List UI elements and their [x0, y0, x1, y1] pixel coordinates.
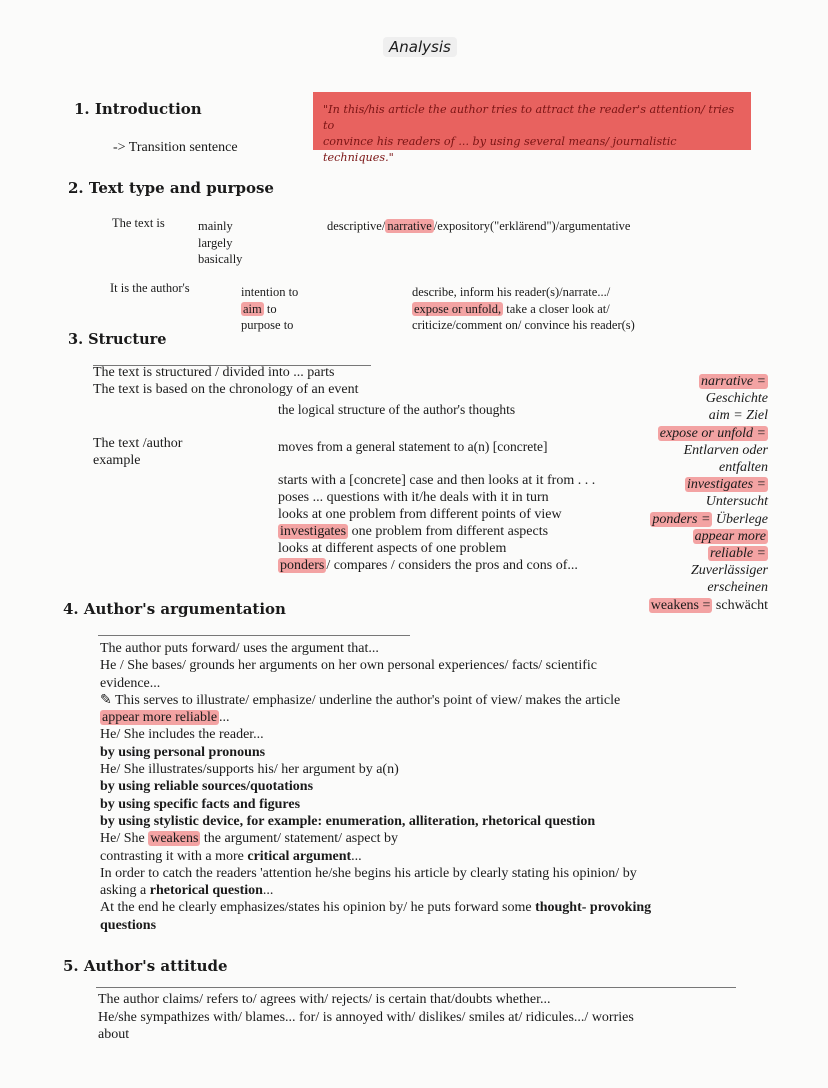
quote-line: convince his readers of ... by using several means/ journalistic techniques." — [323, 135, 677, 164]
arg-bold: questions — [100, 917, 157, 933]
arg-line — [100, 848, 651, 865]
arg-pre: asking a — [100, 883, 150, 899]
arg-line — [100, 899, 651, 916]
arg-pre: He/ She — [100, 831, 149, 847]
glossary-highlight: reliable = — [710, 546, 766, 562]
arg-line: by using specific facts and figures — [100, 796, 301, 812]
section-heading-attitude: 5. Author's attitude — [63, 957, 228, 975]
glossary-entry — [649, 545, 768, 562]
arg-line: ✎ This serves to illustrate/ emphasize/ underline the author's point of view/ makes the article — [100, 692, 621, 708]
attitude-line: He/she sympathizes with/ blames... for/ is annoyed with/ dislikes/ smiles at/ ridicules.../ worries — [98, 1009, 634, 1025]
quote-line: "In this/his article the author tries to attract the reader's attention/ tries to — [323, 103, 735, 132]
arg-bold: rhetorical question — [149, 883, 263, 899]
reliable-highlight: appear more reliable — [102, 710, 218, 726]
arg-pre: contrasting it with a more — [100, 848, 248, 864]
glossary-entry — [649, 597, 768, 614]
glossary-rest: Überlege — [712, 511, 768, 527]
arg-line: He / She bases/ grounds her arguments on her own personal experiences/ facts/ scientific — [100, 658, 597, 674]
glossary-entry — [649, 373, 768, 390]
attitude-line: The author claims/ refers to/ agrees with/ rejects/ is certain that/doubts whether... — [98, 992, 551, 1007]
arg-line: In order to catch the readers 'attention he/she begins his article by clearly stating his opinion/ by — [100, 865, 637, 881]
glossary-entry: Untersucht — [705, 494, 768, 510]
label-text-is: The text is — [112, 216, 165, 230]
arg-line — [100, 917, 651, 934]
purpose-line — [412, 301, 635, 318]
section-heading-structure: 3. Structure — [68, 331, 167, 348]
structure-lines — [93, 364, 359, 398]
arg-line: by using reliable sources/quotations — [100, 779, 314, 795]
structure-line: the logical structure of the author's thoughts — [278, 402, 516, 417]
expose-highlight: expose or unfold, — [414, 301, 502, 316]
intention-list — [241, 284, 298, 334]
arg-line: He/ She illustrates/supports his/ her argument by a(n) — [100, 762, 399, 778]
method-line — [278, 523, 595, 540]
type-narrative-highlight: narrative — [387, 219, 432, 233]
method-line — [278, 557, 595, 574]
label-line: example — [93, 453, 141, 468]
arg-post: ... — [351, 848, 362, 864]
divider — [96, 987, 736, 988]
method-rest: one problem from different aspects — [348, 524, 549, 539]
arg-line: He/ She includes the reader... — [100, 727, 264, 743]
glossary-entry — [649, 528, 768, 545]
arg-bold: thought- provoking — [535, 900, 652, 916]
type-rest: /expository("erklärend")/argumentative — [433, 219, 631, 233]
purpose-to: purpose to — [241, 318, 294, 332]
qualifier-basically: basically — [198, 252, 243, 266]
glossary-column — [649, 373, 768, 614]
method-line: looks at different aspects of one problem — [278, 541, 507, 556]
argumentation-lines — [100, 640, 651, 934]
glossary-highlight: investigates = — [686, 477, 766, 493]
glossary-entry: entfalten — [719, 460, 768, 476]
method-rest: / compares / considers the pros and cons of... — [326, 558, 578, 573]
aim-to-rest: to — [266, 301, 277, 316]
section-heading-text-type: 2. Text type and purpose — [68, 179, 274, 197]
method-line: starts with a [concrete] case and then looks at it from . . . — [278, 473, 596, 488]
arg-line: by using personal pronouns — [100, 744, 266, 760]
purpose-line: describe, inform his reader(s)/narrate.../ — [412, 285, 611, 299]
label-authors: It is the author's — [110, 281, 190, 295]
glossary-rest: schwächt — [712, 597, 768, 613]
structure-moves: moves from a general statement to a(n) [concrete] — [278, 439, 548, 454]
glossary-entry — [649, 476, 768, 493]
method-line: looks at one problem from different points of view — [278, 507, 562, 522]
weakens-highlight: weakens — [150, 831, 199, 847]
divider — [98, 635, 410, 636]
highlighted-quote-box — [313, 92, 751, 164]
aim-highlight: aim — [243, 301, 262, 316]
section-heading-introduction: 1. Introduction — [74, 100, 202, 118]
glossary-entry: Geschichte — [705, 391, 768, 407]
glossary-highlight: ponders = — [652, 511, 711, 527]
purpose-line: criticize/comment on/ convince his reader(s) — [412, 318, 635, 332]
arg-line: evidence... — [100, 675, 161, 691]
arg-line — [100, 709, 651, 726]
glossary-highlight: narrative = — [700, 374, 766, 389]
glossary-entry: Zuverlässiger — [691, 563, 768, 579]
glossary-highlight: appear more — [694, 528, 766, 544]
glossary-entry: aim = Ziel — [708, 408, 768, 424]
attitude-lines — [98, 991, 634, 1044]
author-example-label — [93, 435, 182, 469]
aim-to — [241, 301, 298, 318]
glossary-entry — [649, 511, 768, 528]
transition-sentence: -> Transition sentence — [113, 140, 238, 155]
investigates-highlight: investigates — [280, 524, 347, 539]
glossary-entry: Entlarven oder — [683, 442, 768, 458]
qualifier-largely: largely — [198, 235, 233, 250]
arg-bold: critical argument — [247, 848, 352, 864]
qualifier-mainly: mainly — [198, 219, 233, 233]
glossary-entry: erscheinen — [707, 580, 768, 596]
purpose-list — [412, 284, 635, 334]
arg-line: by using stylistic device, for example: enumeration, alliteration, rhetorical question — [100, 813, 596, 829]
purpose-line-rest: take a closer look at/ — [503, 301, 610, 316]
structure-line: The text is structured / divided into ... parts — [93, 365, 335, 380]
intention-to: intention to — [241, 285, 299, 299]
structure-line: The text is based on the chronology of an event — [93, 382, 359, 397]
ponders-highlight: ponders — [280, 558, 325, 573]
arg-line: The author puts forward/ uses the argument that... — [100, 641, 379, 656]
arg-line — [100, 882, 651, 899]
text-types-line — [327, 218, 630, 235]
type-descriptive: descriptive/ — [327, 219, 386, 233]
method-line: poses ... questions with it/he deals with it in turn — [278, 490, 549, 505]
structure-methods — [278, 472, 595, 574]
label-line: The text /author — [93, 436, 183, 451]
arg-rest: ... — [219, 710, 230, 726]
glossary-entry — [649, 425, 768, 442]
arg-pre: At the end he clearly emphasizes/states his opinion by/ he puts forward some — [100, 900, 536, 916]
attitude-line: about — [98, 1027, 130, 1042]
section-heading-argumentation: 4. Author's argumentation — [63, 600, 286, 618]
arg-post: ... — [262, 883, 274, 899]
page-title: Analysis — [383, 37, 457, 57]
glossary-highlight: expose or unfold = — [659, 425, 766, 441]
arg-post: the argument/ statement/ aspect by — [200, 831, 399, 847]
qualifier-list — [198, 218, 242, 268]
arg-line — [100, 830, 651, 847]
glossary-highlight: weakens = — [650, 597, 711, 613]
